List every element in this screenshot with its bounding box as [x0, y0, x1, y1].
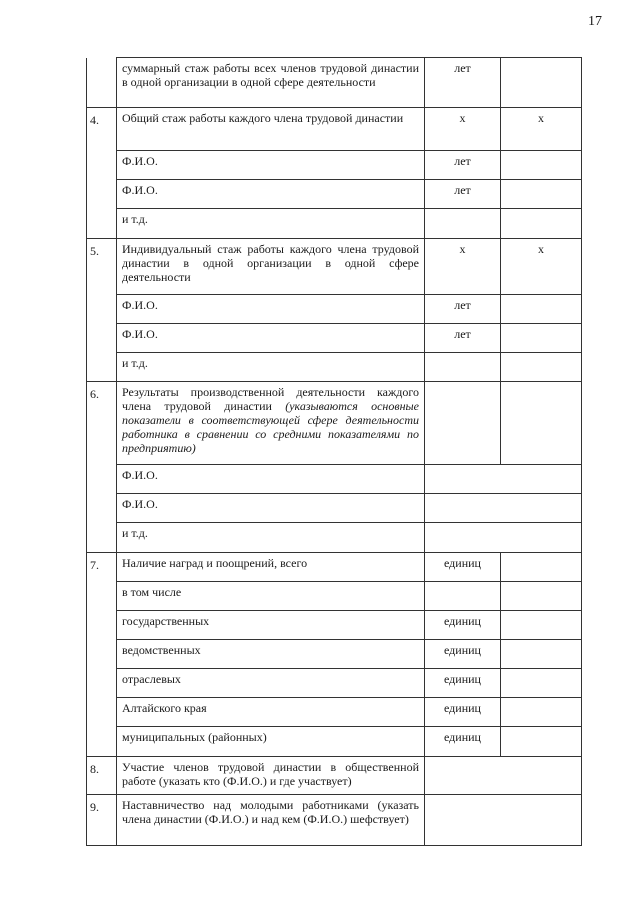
table-row	[87, 465, 582, 494]
table-row	[87, 238, 582, 294]
row-number-cell: 5.	[87, 238, 117, 294]
row-label: Алтайского края	[117, 698, 425, 727]
dynasty-info-table	[86, 57, 582, 846]
unit-cell: единиц	[425, 640, 501, 669]
unit-cell	[425, 382, 501, 465]
row-label: Ф.И.О.	[117, 294, 425, 323]
unit-cell: лет	[425, 180, 501, 209]
section-title-main: Результаты производственной деятельности каждого члена трудовой династии	[122, 385, 419, 413]
unit-cell: единиц	[425, 611, 501, 640]
value-cell	[501, 382, 582, 465]
table-row	[87, 582, 582, 611]
unit-cell: единиц	[425, 669, 501, 698]
table-row	[87, 640, 582, 669]
table-row	[87, 611, 582, 640]
row-label: отраслевых	[117, 669, 425, 698]
value-cell	[501, 294, 582, 323]
value-cell	[501, 209, 582, 239]
section-title: Наличие наград и поощрений, всего	[117, 552, 425, 582]
section-title: Индивидуальный стаж работы каждого члена трудовой династии в одной организации в одной сфере деятельности	[117, 238, 425, 294]
unit-cell: единиц	[425, 698, 501, 727]
row-label: Ф.И.О.	[117, 323, 425, 352]
row-label: суммарный стаж работы всех членов трудовой династии в одной организации в одной сфере деятельности	[117, 58, 425, 108]
row-number-cell: 9.	[87, 794, 117, 845]
row-label: Ф.И.О.	[117, 494, 425, 523]
unit-cell: единиц	[425, 727, 501, 757]
value-cell	[501, 582, 582, 611]
row-number-cell: 6.	[87, 382, 117, 465]
value-cell	[501, 611, 582, 640]
value-cell	[501, 151, 582, 180]
row-label: государственных	[117, 611, 425, 640]
page-number: 17	[588, 14, 602, 29]
value-cell	[425, 523, 582, 553]
table-row	[87, 727, 582, 757]
unit-cell	[425, 352, 501, 382]
value-cell	[501, 640, 582, 669]
row-number-cell	[87, 58, 117, 108]
table-row	[87, 151, 582, 180]
value-cell	[425, 756, 582, 794]
table-row	[87, 58, 582, 108]
row-label: Ф.И.О.	[117, 465, 425, 494]
section-title: Участие членов трудовой династии в общественной работе (указать кто (Ф.И.О.) и где участвует)	[117, 756, 425, 794]
section-title: Наставничество над молодыми работниками (указать члена династии (Ф.И.О.) и над кем (Ф.И.О.) шефствует)	[117, 794, 425, 845]
row-number-cell: 8.	[87, 756, 117, 794]
row-label: муниципальных (районных)	[117, 727, 425, 757]
row-label: Ф.И.О.	[117, 180, 425, 209]
row-label: в том числе	[117, 582, 425, 611]
unit-cell: единиц	[425, 552, 501, 582]
value-cell	[501, 552, 582, 582]
row-label: и т.д.	[117, 209, 425, 239]
table-row	[87, 209, 582, 239]
table-row	[87, 669, 582, 698]
value-cell: х	[501, 238, 582, 294]
value-cell	[501, 352, 582, 382]
value-cell	[501, 698, 582, 727]
table-row	[87, 756, 582, 794]
unit-cell	[425, 209, 501, 239]
unit-cell: х	[425, 238, 501, 294]
table-row	[87, 180, 582, 209]
section-title: Общий стаж работы каждого члена трудовой династии	[117, 108, 425, 151]
table-row	[87, 352, 582, 382]
row-label: Ф.И.О.	[117, 151, 425, 180]
unit-cell: лет	[425, 323, 501, 352]
value-cell	[425, 494, 582, 523]
unit-cell: лет	[425, 294, 501, 323]
value-cell: х	[501, 108, 582, 151]
table-row	[87, 382, 582, 465]
table-row	[87, 794, 582, 845]
unit-cell	[425, 582, 501, 611]
value-cell	[501, 58, 582, 108]
value-cell	[501, 727, 582, 757]
table-row	[87, 294, 582, 323]
value-cell	[425, 794, 582, 845]
table-row	[87, 552, 582, 582]
value-cell	[425, 465, 582, 494]
row-number-cell: 7.	[87, 552, 117, 582]
value-cell	[501, 669, 582, 698]
unit-cell: лет	[425, 151, 501, 180]
section-title-note: (указываются основные показатели в соответствующей сфере деятельности работника в сравнении со средними показателями по предприятию)	[122, 399, 419, 455]
table-row	[87, 108, 582, 151]
row-label: ведомственных	[117, 640, 425, 669]
row-label: и т.д.	[117, 352, 425, 382]
row-number-cell: 4.	[87, 108, 117, 151]
table-row	[87, 494, 582, 523]
table-row	[87, 698, 582, 727]
value-cell	[501, 180, 582, 209]
value-cell	[501, 323, 582, 352]
section-title	[117, 382, 425, 465]
table-row	[87, 523, 582, 553]
unit-cell: х	[425, 108, 501, 151]
unit-cell: лет	[425, 58, 501, 108]
row-label: и т.д.	[117, 523, 425, 553]
table-row	[87, 323, 582, 352]
